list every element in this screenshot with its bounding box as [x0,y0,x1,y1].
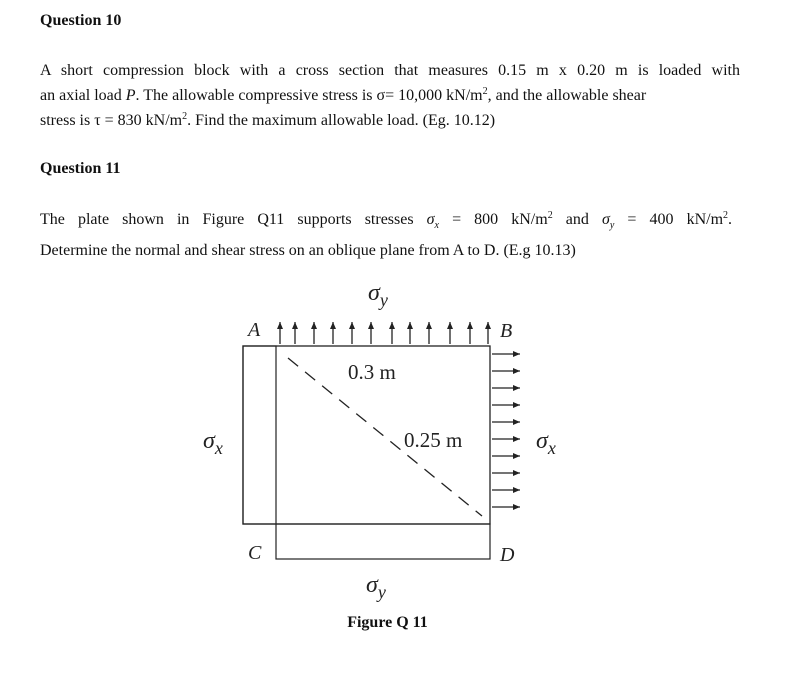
q11-line-2: Determine the normal and shear stress on an oblique plane from A to D. (E.g 10.13) [40,242,576,260]
dimension-width: 0.3 m [348,360,396,384]
figure-caption: Figure Q 11 [347,614,428,631]
question-11-title: Question 11 [40,160,121,177]
label-B: B [500,320,513,342]
top-stress-arrows [280,322,488,344]
q10-line-1: A short compression block with a cross section that measures 0.15 m x 0.20 m is loaded with [40,62,740,79]
sigma-y-top-label: $\sigma_y$ [368,280,388,310]
label-A: A [248,319,261,341]
question-10-title: Question 10 [40,12,122,29]
sigma-x-right-label: $\sigma_x$ [536,428,556,458]
q10-line-3: stress is τ = 830 $kN/m^2$. Find the maximum allowable load. (Eg. 10.12) [40,111,496,129]
q11-line-1: The plate shown in Figure Q11 supports stresses $\sigma_x = 800$ $kN/m^2$ and $\sigma_y = 400$ $kN/m^2$. [40,210,733,232]
sigma-y-bottom-label: $\sigma_y$ [366,572,386,602]
plate-bottom-strip [276,524,490,559]
q10-line-2: an axial load P. The allowable compressive stress is σ= 10,000 $kN/m^2$, and the allowable shear [40,86,647,104]
label-D: D [500,544,515,566]
sigma-x-left-label: $\sigma_x$ [203,428,223,458]
dimension-height: 0.25 m [404,428,463,452]
right-stress-arrows [492,354,520,507]
label-C: C [248,542,262,564]
plate-left-strip [243,346,276,524]
